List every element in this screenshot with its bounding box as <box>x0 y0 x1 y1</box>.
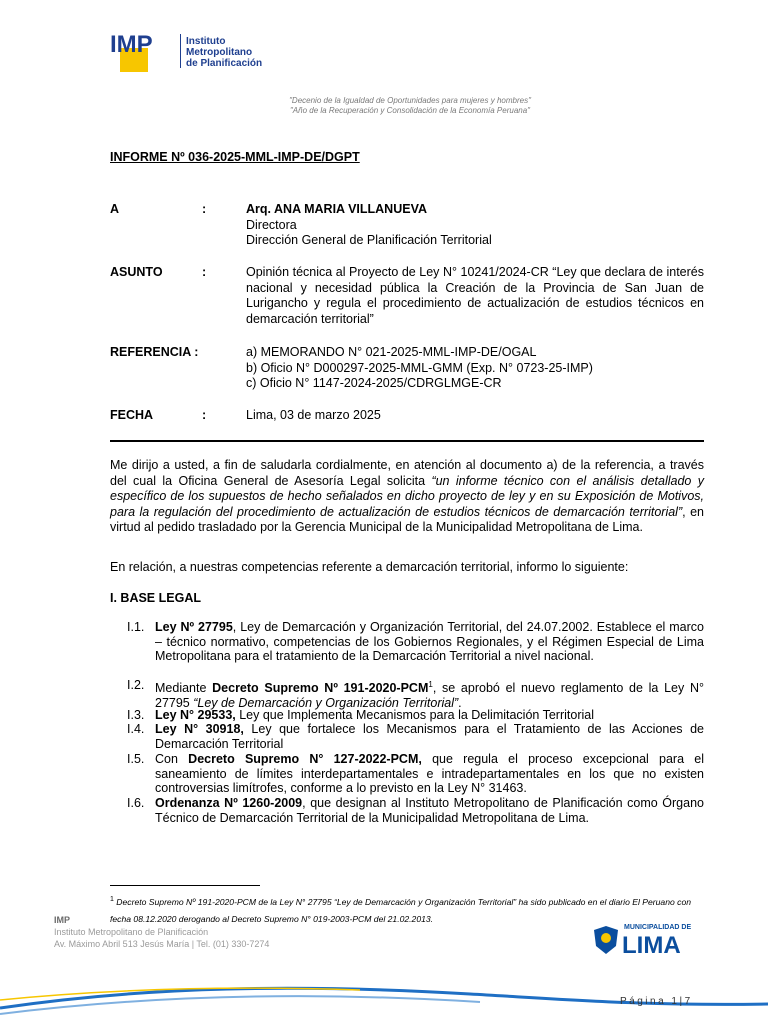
item-rest: que regula el proceso excepcional para el saneamiento de límites interdepartamentales e intradepartamentales en los que no existen controversias limítrofes, conforme a lo previsto en la Ley N° 31463. <box>155 752 704 795</box>
item-rest: Ley que fortalece los Mecanismos para el Tratamiento de las Acciones de Demarcación Territorial <box>155 722 704 751</box>
municipalidad-lima-logo <box>592 918 716 958</box>
header-divider <box>110 440 704 442</box>
list-item <box>127 752 704 796</box>
item-bold: Ordenanza Nº 1260-2009 <box>155 796 303 810</box>
reference-b: b) Oficio N° D000297-2025-MML-GMM (Exp. N° 0723-25-IMP) <box>246 360 593 375</box>
list-item <box>127 678 704 710</box>
field-referencia-label: REFERENCIA : <box>110 345 199 359</box>
logo-line-3: de Planificación <box>186 58 263 69</box>
informe-title: INFORME Nº 036-2025-MML-IMP-DE/DGPT <box>110 150 360 164</box>
list-item <box>127 620 704 678</box>
logo-line-1: Instituto <box>186 36 226 47</box>
section-title: I. BASE LEGAL <box>110 591 201 605</box>
competencias-paragraph: En relación, a nuestras competencias referente a demarcación territorial, informo lo siguiente: <box>110 560 629 574</box>
imp-logo-mark <box>110 30 178 72</box>
item-number: I.4. <box>127 722 145 736</box>
field-referencia <box>110 345 710 393</box>
field-asunto-label: ASUNTO <box>110 265 163 279</box>
logo-wordmark <box>186 36 262 69</box>
item-number: I.5. <box>127 752 145 766</box>
field-asunto-value: Opinión técnica al Proyecto de Ley N° 10241/2024-CR “Ley que declara de interés nacional y necesidad pública la Creación de la Provincia de San Juan de Lurigancho y regula el procedimiento de actualización de estudios técnicos en demarcación territorial” <box>246 265 704 326</box>
item-number: I.6. <box>127 796 145 810</box>
footer-imp: IMP <box>54 915 71 925</box>
footer-institution: Instituto Metropolitano de Planificación <box>54 927 209 937</box>
recipient-office: Dirección General de Planificación Territorial <box>246 233 492 247</box>
footnote-ref[interactable]: 1 <box>428 680 433 689</box>
item-text <box>155 752 704 796</box>
footer-address: Av. Máximo Abril 513 Jesús María | Tel. (01) 330-7274 <box>54 939 270 949</box>
lima-wordmark: LIMA <box>622 932 681 958</box>
item-number: I.2. <box>127 678 145 692</box>
list-item <box>127 722 704 751</box>
item-number: I.3. <box>127 708 145 722</box>
footnote-mark: 1 <box>110 896 114 903</box>
field-a-colon: : <box>202 202 207 216</box>
item-number: I.1. <box>127 620 145 634</box>
item-bold: Ley N° 30918, <box>155 722 244 736</box>
lima-crest-icon <box>592 918 716 958</box>
item-bold: Decreto Supremo Nº 191-2020-PCM <box>212 681 429 696</box>
reference-a: a) MEMORANDO N° 021-2025-MML-IMP-DE/OGAL <box>246 345 537 359</box>
logo-mark-text: IMP <box>110 31 153 58</box>
logo-line-2: Metropolitano <box>186 47 253 58</box>
footnote-divider <box>110 885 260 886</box>
reference-c: c) Oficio N° 1147-2024-2025/CDRGLMGE-CR <box>246 376 502 390</box>
page-number: Página 1|7 <box>620 996 693 1007</box>
footer-contact <box>54 914 269 950</box>
list-item <box>127 708 704 723</box>
logo-divider <box>180 34 181 68</box>
item-pre: Mediante <box>155 681 213 696</box>
item-text <box>155 708 704 723</box>
field-referencia-value <box>246 345 704 392</box>
item-rest: , Ley de Demarcación y Organización Territorial, del 24.07.2002. Establece el marco – técnico normativo, competencias de los Gobiernos Regionales, y el Régimen Especial de Lima Metropolitana para el tratamiento de la Demarcación Territorial a nivel nacional. <box>155 620 704 663</box>
field-asunto-colon: : <box>202 265 207 279</box>
item-italic: “Ley de Demarcación y Organización Territorial” <box>193 695 459 710</box>
field-fecha <box>110 408 710 424</box>
item-rest: Ley que Implementa Mecanismos para la Delimitación Territorial <box>235 708 595 722</box>
imp-logo <box>110 30 270 74</box>
decenio-line-1: "Decenio de la Igualdad de Oportunidades para mujeres y hombres" <box>289 96 531 105</box>
field-fecha-value: Lima, 03 de marzo 2025 <box>246 408 381 422</box>
list-item <box>127 796 704 825</box>
field-a-label: A <box>110 202 120 216</box>
item-post: . <box>458 695 462 710</box>
item-text <box>155 620 704 664</box>
field-fecha-colon: : <box>202 408 207 422</box>
field-fecha-label: FECHA <box>110 408 154 422</box>
intro-quote: “un informe técnico con el análisis detallado y específico de los supuestos de hecho señalados en dicho proyecto de ley y en su Exposición de Motivos, para la regulación del procedimiento de actualización de estudios técnicos de demarcación territorial” <box>110 473 704 519</box>
footer-wave <box>0 966 768 1024</box>
item-text <box>155 796 704 825</box>
item-bold: Ley Nº 27795 <box>155 620 233 634</box>
item-pre: Con <box>155 752 189 766</box>
item-rest: , se aprobó el nuevo reglamento de la Ley N° 27795 <box>155 681 704 710</box>
item-bold: Ley N° 29533, <box>155 708 236 722</box>
decenio-line-2: "Año de la Recuperación y Consolidación de la Economía Peruana" <box>289 105 531 115</box>
item-rest: , que designan al Instituto Metropolitano de Planificación como Órgano Técnico de Demarcación Territorial de la Municipalidad Metropolitana de Lima. <box>155 796 704 825</box>
recipient-role: Directora <box>246 217 297 232</box>
item-text <box>155 722 704 751</box>
field-a <box>110 202 710 250</box>
item-text <box>155 678 704 710</box>
decenio-header <box>250 96 570 115</box>
intro-text-b: , en virtud al pedido trasladado por la Gerencia Municipal de la Municipalidad Metropolitana de Lima. <box>110 504 704 534</box>
footnote-text: Decreto Supremo Nº 191-2020-PCM de la Ley N° 27795 “Ley de Demarcación y Organización Territorial” ha sido publicado en el diario El Peruano con fecha 08.12.2020 derogando al Decreto Supremo N° 019-2003-PCM del 21.02.2013. <box>110 896 692 924</box>
muni-label: MUNICIPALIDAD DE <box>624 924 692 931</box>
field-a-value <box>246 202 704 249</box>
recipient-name: Arq. ANA MARIA VILLANUEVA <box>246 202 428 216</box>
intro-paragraph <box>110 458 704 536</box>
intro-text-a: Me dirijo a usted, a fin de saludarla cordialmente, en atención al documento a) de la referencia, a través del cual la Oficina General de Asesoría Legal solicita <box>110 458 704 488</box>
field-asunto <box>110 265 710 329</box>
item-bold: Decreto Supremo N° 127-2022-PCM, <box>188 752 422 766</box>
